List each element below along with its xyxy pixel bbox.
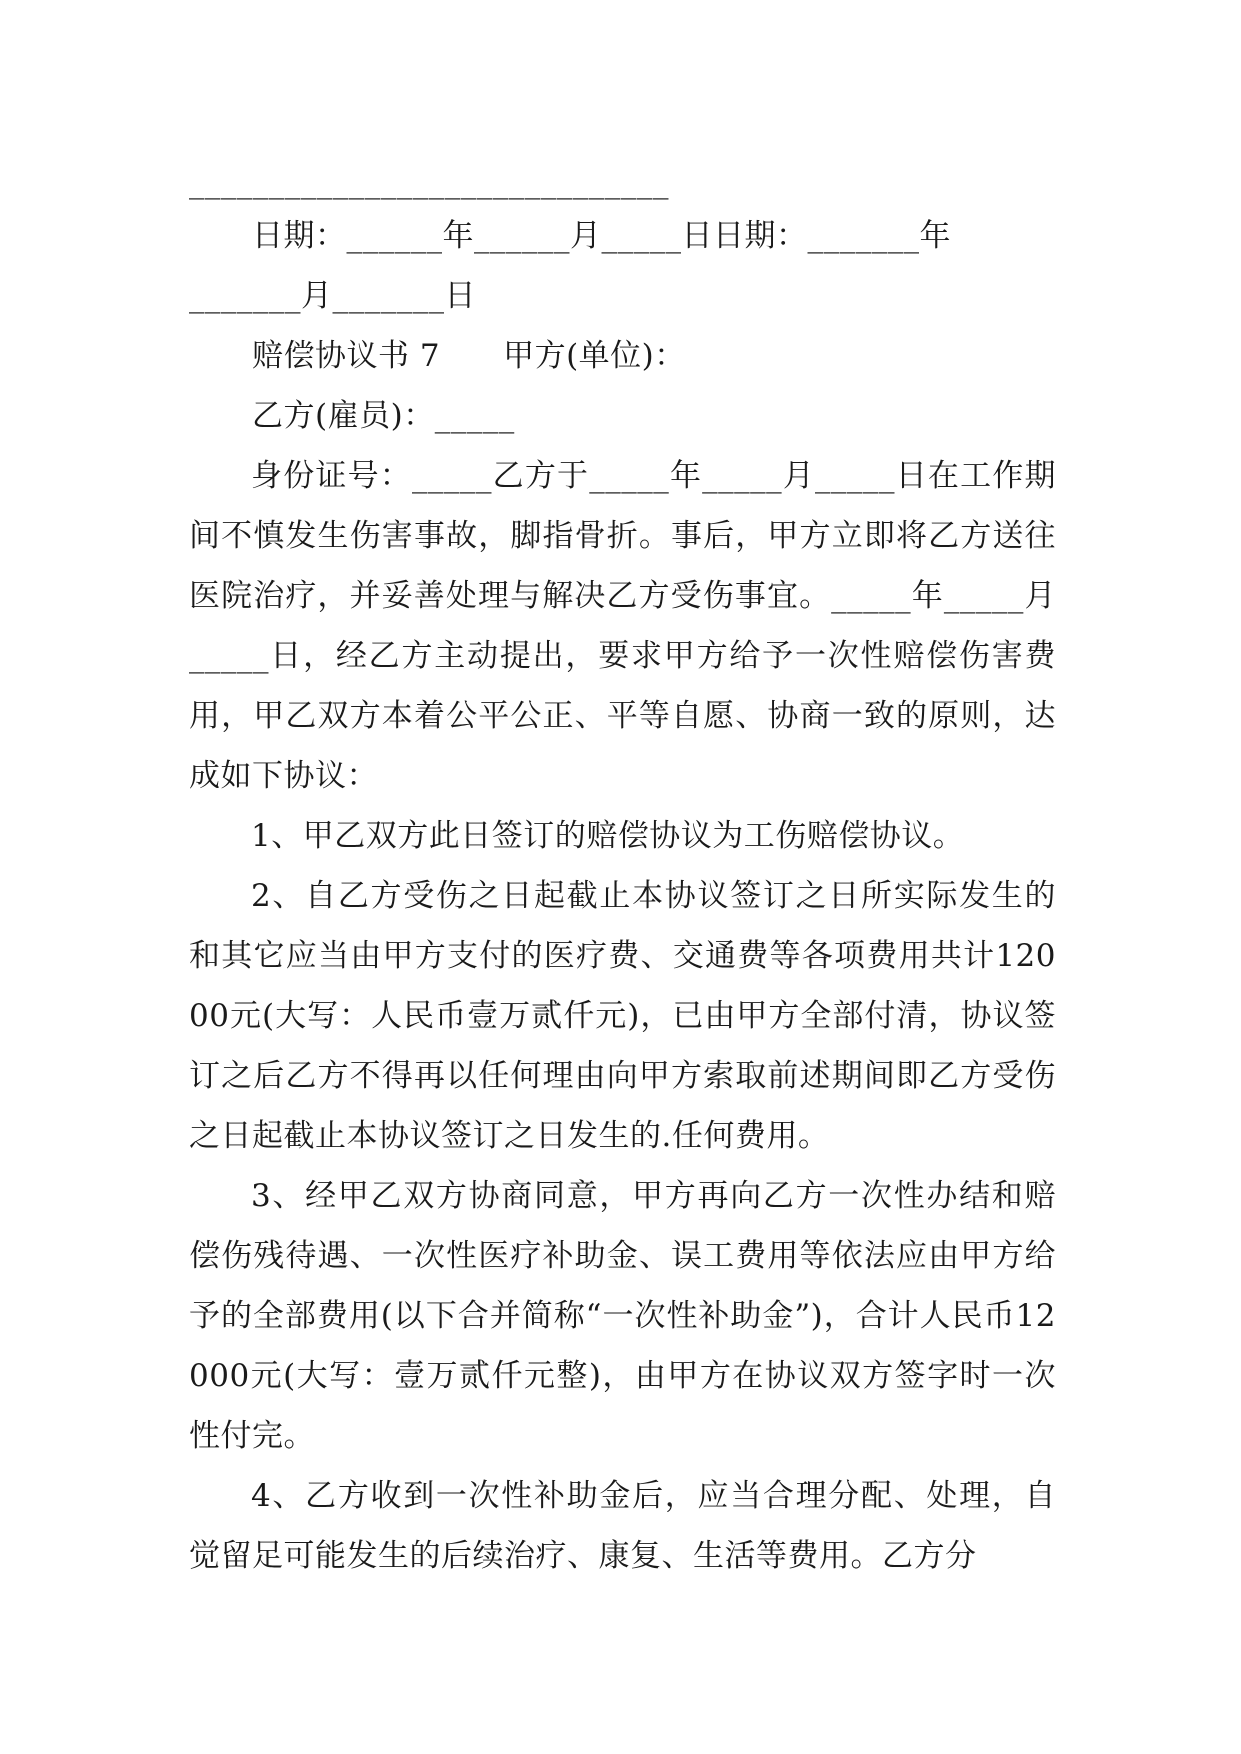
top-underline: ______________________________ [189,164,669,200]
party-b-line: 乙方(雇员)：_____ [189,398,515,434]
clause-3: 3、经甲乙双方协商同意，甲方再向乙方一次性办结和赔偿伤残待遇、一次性医疗补助金、误工费用等依法应由甲方给予的全部费用(以下合并简称“一次性补助金”)，合计人民币12000元(大写：壹万贰仟元整)，由甲方在协议双方签字时一次性付完。 [189,1178,1056,1454]
clause-1: 1、甲乙双方此日签订的赔偿协议为工伤赔偿协议。 [251,818,965,854]
agreement-title-line: 赔偿协议书 7 甲方(单位)： [189,338,686,374]
date-line-1: 日期：______年______月_____日日期：_______年 [189,218,951,254]
date-line-2: _______月_______日 [189,278,476,314]
document-body [189,164,1056,1586]
intro-paragraph: 身份证号：_____乙方于_____年_____月_____日在工作期间不慎发生伤害事故，脚指骨折。事后，甲方立即将乙方送往医院治疗，并妥善处理与解决乙方受伤事宜。_____年_____月_____日，经乙方主动提出，要求甲方给予一次性赔偿伤害费用，甲乙双方本着公平公正、平等自愿、协商一致的原则，达成如下协议： [189,458,1056,794]
clause-2: 2、自乙方受伤之日起截止本协议签订之日所实际发生的和其它应当由甲方支付的医疗费、交通费等各项费用共计12000元(大写：人民币壹万贰仟元)，已由甲方全部付清，协议签订之后乙方不得再以任何理由向甲方索取前述期间即乙方受伤之日起截止本协议签订之日发生的.任何费用。 [189,878,1056,1154]
clause-4: 4、乙方收到一次性补助金后，应当合理分配、处理，自觉留足可能发生的后续治疗、康复、生活等费用。乙方分 [189,1478,1056,1574]
